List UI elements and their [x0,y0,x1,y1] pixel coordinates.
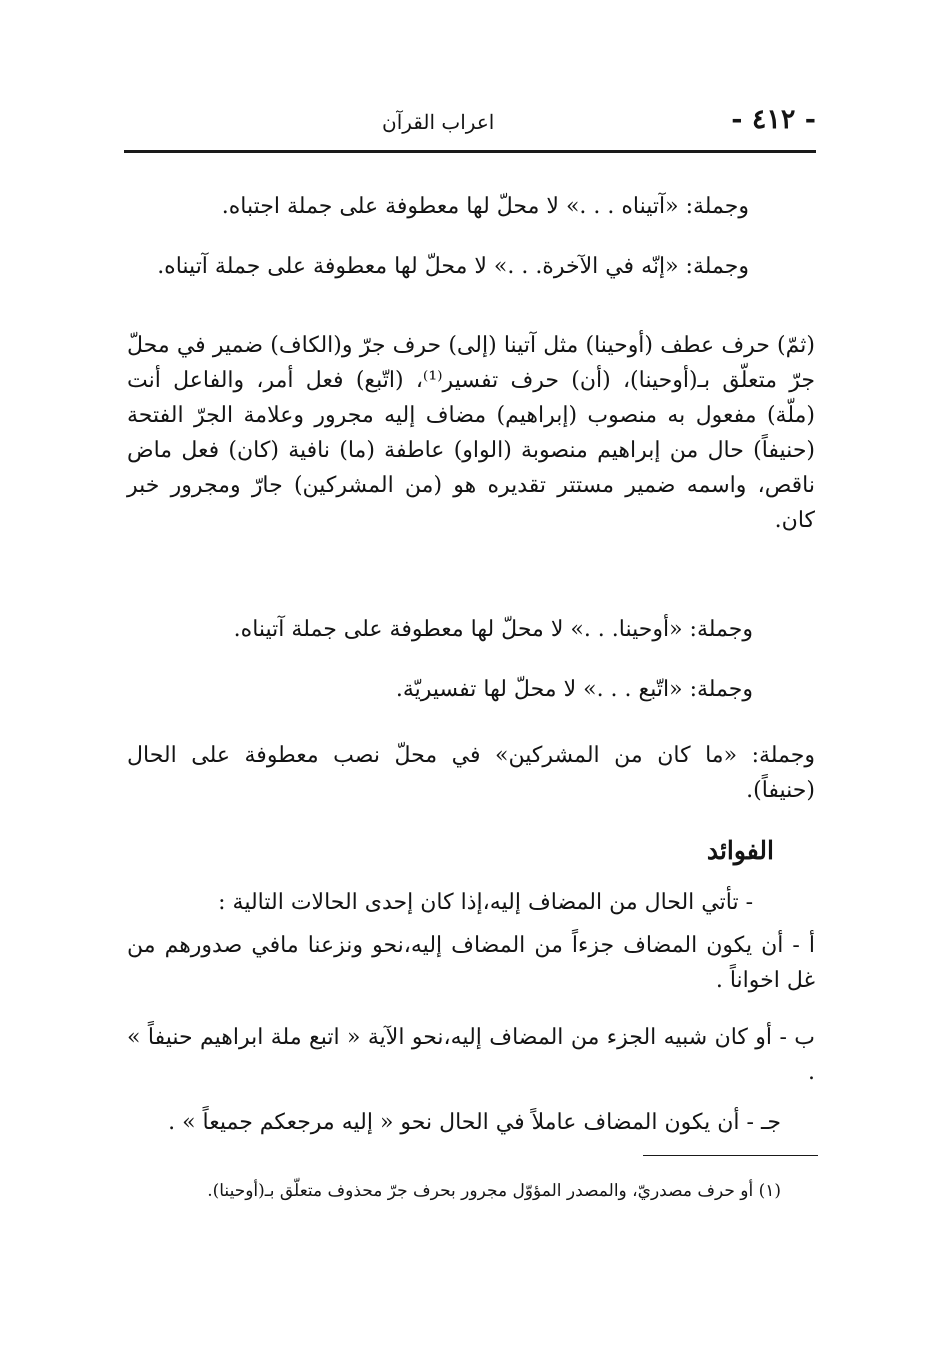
sentence-line: وجملة: «إنّه في الآخرة. . .» لا محلّ لها معطوفة على جملة آتيناه. [157,254,749,279]
benefit-item: جـ - أن يكون المضاف عاملاً في الحال نحو « إليه مرجعكم جميعاً » . [168,1110,781,1135]
section-heading: الفوائد [706,836,774,865]
page-number: - ٤١٢ - [731,104,816,135]
footnote-rule [643,1155,818,1156]
page-header [124,100,816,152]
sentence-line: وجملة: «أوحينا. . .» لا محلّ لها معطوفة على جملة آتيناه. [233,617,753,642]
benefit-item: ب - أو كان شبيه الجزء من المضاف إليه،نحو الآية « اتبع ملة ابراهيم حنيفاً » . [127,1025,815,1085]
analysis-paragraph: (ثمّ) حرف عطف (أوحينا) مثل آتينا (إلى) حرف جرّ و(الكاف) ضمير في محلّ جرّ متعلّق بـ(أوحينا)، (أن) حرف تفسير⁽¹⁾، (اتّبع) فعل أمر، والفاعل أنت (ملّة) مفعول به منصوب (إبراهيم) مضاف إليه مجرور وعلامة الجرّ الفتحة (حنيفاً) حال من إبراهيم منصوبة (الواو) عاطفة (ما) نافية (كان) فعل ماض ناقص، واسمه ضمير مستتر تقديره هو (من المشركين) جارّ ومجرور خبر كان. [127,333,815,533]
running-title: اعراب القرآن [382,110,495,134]
benefits-intro: - تأتي الحال من المضاف إليه،إذا كان إحدى الحالات التالية : [218,890,753,915]
sentence-paragraph: وجملة: «ما كان من المشركين» في محلّ نصب معطوفة على الحال (حنيفاً). [127,743,815,803]
header-rule [124,150,816,153]
sentence-line: وجملة: «اتّبع . . .» لا محلّ لها تفسيريّة. [395,677,753,702]
footnote: (١) أو حرف مصدريّ، والمصدر المؤوّل مجرور بحرف جرّ محذوف متعلّق بـ(أوحينا). [207,1181,781,1201]
benefit-item: أ - أن يكون المضاف جزءاً من المضاف إليه،نحو ونزعنا مافي صدورهم من غل اخواناً . [127,933,815,993]
sentence-line: وجملة: «آتيناه . . .» لا محلّ لها معطوفة على جملة اجتباه. [221,194,749,219]
